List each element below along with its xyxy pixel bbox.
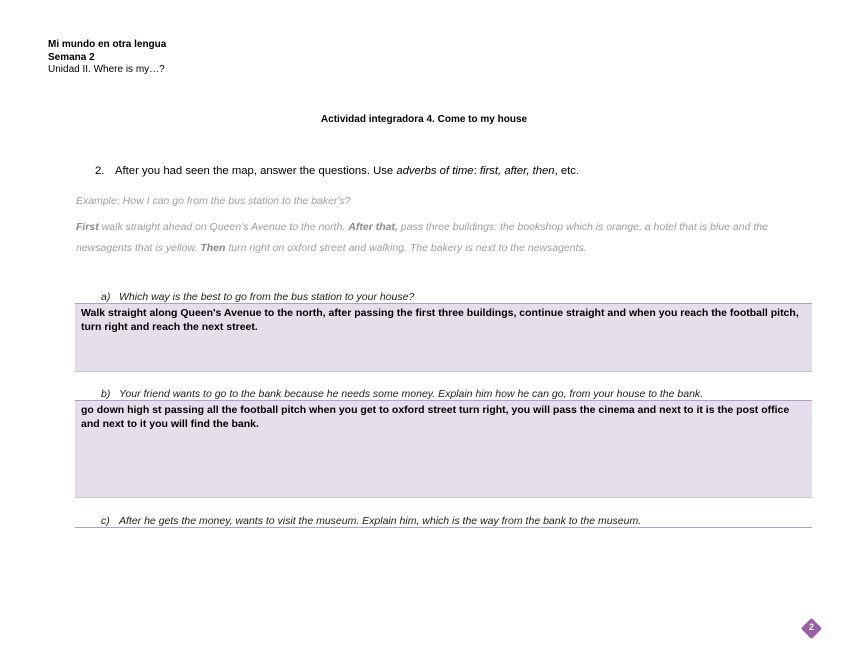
answer-c-line[interactable] [75, 527, 812, 528]
example-question: Example: How I can go from the bus station to the baker's? [76, 195, 351, 207]
page-number-badge [801, 618, 822, 639]
example-text-2: pass three buildings: the bookshop which is orange, a hotel that is blue and the newsagents that is yellow. [76, 221, 768, 254]
instruction-number: 2. [95, 165, 105, 177]
answer-b-field[interactable]: go down high st passing all the football pitch when you get to oxford street turn right, you will pass the cinema and next to it is the post office and next to it you will find the bank. [75, 400, 812, 498]
page-number: 2 [808, 622, 814, 632]
question-letter: a) [101, 291, 111, 303]
instruction-italic: adverbs of time [396, 165, 474, 177]
instruction [95, 165, 579, 177]
question-text: Your friend wants to go to the bank because he needs some money. Explain him how he can go, from your house to the bank. [119, 388, 704, 400]
unit-label: Unidad II. Where is my…? [48, 64, 165, 75]
instruction-text-before: After you had seen the map, answer the questions. Use [115, 165, 397, 177]
instruction-text-middle: : [473, 165, 480, 177]
example-text-3: turn right on oxford street and walking. The bakery is next to the newsagents. [225, 242, 587, 254]
answer-a-field[interactable]: Walk straight along Queen's Avenue to the north, after passing the first three buildings, continue straight and when you reach the football pitch, turn right and reach the next street. [75, 303, 812, 372]
activity-title: Actividad integradora 4. Come to my house [320, 114, 528, 125]
example-text-1: walk straight ahead on Queen's Avenue to the north. [98, 221, 349, 233]
question-b [101, 388, 703, 400]
instruction-examples: first, after, then [479, 165, 555, 177]
document-header [48, 39, 166, 77]
question-letter: c) [101, 515, 110, 527]
instruction-text-after: , etc. [554, 165, 580, 177]
question-c [101, 515, 641, 527]
question-text: After he gets the money, wants to visit the museum. Explain him, which is the way from the bank to the museum. [119, 515, 642, 527]
question-letter: b) [101, 388, 111, 400]
example-word-then: Then [200, 242, 226, 254]
example-answer [76, 217, 816, 259]
example-word-after: After that, [348, 221, 398, 233]
question-text: Which way is the best to go from the bus station to your house? [119, 291, 415, 303]
example-word-first: First [76, 221, 99, 233]
course-name: Mi mundo en otra lengua [48, 39, 167, 50]
week-label: Semana 2 [48, 51, 95, 63]
question-a [101, 291, 414, 303]
